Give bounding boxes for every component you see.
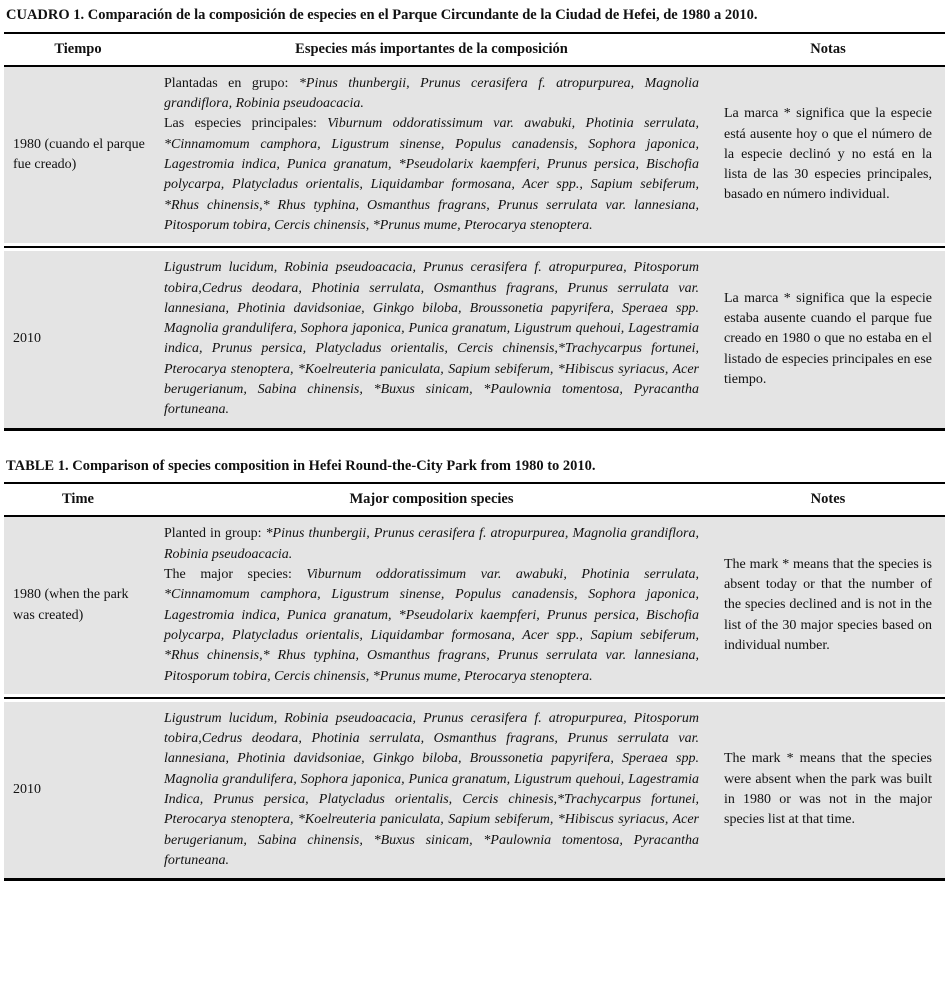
- time-value: 1980 (cuando el parque fue creado): [13, 136, 145, 173]
- time-value: 1980 (when the park was created): [13, 587, 129, 623]
- time-value: 2010: [13, 331, 41, 347]
- caption-text: Comparison of species composition in Hefei Round-the-City Park from 1980 to 2010.: [72, 457, 596, 474]
- table-row-1980: [4, 517, 945, 693]
- species-list: Viburnum oddoratissimum var. awabuki, Photinia serrulata, *Cinnamomum camphora, Ligustrum sinense, Populus canadensis, Sophora japonica, Lagestromia indica, Punica granatum, *Pseudolarix kaempferi, Prunus persica, Bischofia polycarpa, Platycladus orientalis, Liquidambar formosana, Acer spp., Sapium sebiferum, *Rhus chinensis,* Rhus typhina, Osmanthus fragrans, Prunus serrulata var. lannesiana, Pitosporum tobira, Cercis chinensis, *Prunus mume, Pterocarya stenoptera.: [164, 567, 699, 684]
- species-list: Ligustrum lucidum, Robinia pseudoacacia, Prunus cerasifera f. atropurpurea, Pitosporum tobira,Cedrus deodara, Photinia serrulata, Osmanthus fragrans, Prunus serrulata var. lannesiana, Photinia davidsoniae, Ginkgo biloba, Broussonetia papyrifera, Speraea spp. Magnolia grandulifera, Sophora japonica, Punica granatum, Ligustrum quehoui, Lagestramia indica, Prunus persica, Platycladus orientalis, Cercis chinensis,*Trachycarpus fortunei, Pterocarya stenoptera, *Koelreuteria paniculata, Sapium sebiferum, *Hibiscus syriacus, Acer berugerianum, Sabina chinensis, *Buxus sinicam, *Paulownia tomentosa, Pyracantha fortuneana.: [164, 260, 699, 418]
- species-lead: Plantadas en grupo:: [164, 75, 299, 91]
- species-cell: [152, 251, 711, 427]
- column-header-time: Time: [62, 491, 94, 508]
- table-caption: [6, 457, 945, 476]
- row-separator: [4, 694, 945, 702]
- species-paragraph: [164, 114, 699, 236]
- bottom-rule: [4, 428, 945, 431]
- table-caption: [6, 6, 945, 25]
- species-lead: Las especies principales:: [164, 116, 328, 132]
- time-cell: [4, 517, 152, 693]
- caption-label: TABLE 1.: [6, 457, 69, 474]
- time-value: 2010: [13, 781, 41, 797]
- column-header-species: Especies más importantes de la composición: [295, 40, 568, 57]
- species-list: Ligustrum lucidum, Robinia pseudoacacia, Prunus cerasifera f. atropurpurea, Pitosporum tobira,Cedrus deodara, Photinia serrulata, Osmanthus fragrans, Prunus serrulata var. lannesiana, Photinia davidsoniae, Ginkgo biloba, Broussonetia papyrifera, Speraea spp. Magnolia grandulifera, Sophora japonica, Punica granatum, Ligustrum quehoui, Lagestramia Indica, Prunus persica, Platycladus orientalis, Cercis chinesis,*Trachycarpus fortunei, Pterocarya stenoptera, *Koelreuteria paniculata, Sapium sebiferum, *Hibiscus syriacus, Acer berugerianum, Sabina chinensis, *Buxus sinicam, *Paulownia tomentosa, Pyracantha fortuneana.: [164, 710, 699, 868]
- species-paragraph: [164, 709, 699, 871]
- column-header-notes: Notes: [810, 491, 846, 508]
- notes-text: La marca * significa que la especie está ausente hoy o que el número de la especie declinó y no está en la lista de las 30 especies principales, basado en número individual.: [724, 106, 932, 203]
- time-cell: [4, 702, 152, 878]
- species-cell: [152, 702, 711, 878]
- notes-text: The mark * means that the species were absent when the park was built in 1980 or was not in the major species list at that time.: [724, 751, 932, 828]
- table-table-1: [4, 457, 945, 882]
- column-header-notes: Notas: [810, 40, 846, 57]
- species-paragraph: [164, 74, 699, 115]
- bottom-rule: [4, 878, 945, 881]
- notes-cell: [711, 702, 945, 878]
- species-lead: The major species:: [164, 567, 307, 583]
- time-cell: [4, 251, 152, 427]
- column-header-time: Tiempo: [54, 40, 102, 57]
- column-header-species: Major composition species: [349, 491, 514, 508]
- data-table: [4, 482, 945, 881]
- table-row-1980: [4, 67, 945, 243]
- species-paragraph: [164, 258, 699, 420]
- species-list: Viburnum oddoratissimum var. awabuki, Photinia serrulata, *Cinnamomum camphora, Ligustrum sinense, Populus canadensis, Sophora japonica, Lagestromia indica, Punica granatum, *Pseudolarix kaempferi, Prunus persica, Bischofia polycarpa, Platycladus orientalis, Liquidambar formosana, Acer spp., Sapium sebiferum, *Rhus chinensis,* Rhus typhina, Osmanthus fragrans, Prunus serrulata var. lannesiana, Pitosporum tobira, Cercis chinensis, *Prunus mume, Pterocarya stenoptera.: [164, 116, 699, 233]
- table-cuadro-1: [4, 6, 945, 431]
- caption-label: CUADRO 1.: [6, 7, 85, 23]
- notes-cell: [711, 251, 945, 427]
- species-paragraph: [164, 565, 699, 687]
- time-cell: [4, 67, 152, 243]
- table-row-2010: [4, 702, 945, 878]
- notes-text: La marca * significa que la especie estaba ausente cuando el parque fue creado en 1980 o que no estaba en el listado de especies principales en ese tiempo.: [724, 290, 932, 387]
- species-cell: [152, 67, 711, 243]
- caption-text: Comparación de la composición de especies en el Parque Circundante de la Ciudad de Hefei, de 1980 a 2010.: [87, 7, 758, 23]
- row-separator: [4, 243, 945, 251]
- header-row: [4, 484, 945, 515]
- species-list: *Pinus thunbergii, Prunus cerasifera f. atropurpurea, Magnolia grandiflora, Robinia pseudoacacia.: [164, 75, 700, 112]
- notes-cell: [711, 517, 945, 693]
- species-lead: Planted in group:: [164, 526, 266, 542]
- species-paragraph: [164, 524, 699, 565]
- header-row: [4, 34, 945, 65]
- data-table: [4, 32, 945, 431]
- notes-text: The mark * means that the species is absent today or that the number of the species declined and is not in the list of the 30 major species based on individual number.: [724, 556, 932, 654]
- species-list: *Pinus thunbergii, Prunus cerasifera f. atropurpurea, Magnolia grandiflora, Robinia pseudoacacia.: [164, 526, 699, 562]
- table-row-2010: [4, 251, 945, 427]
- notes-cell: [711, 67, 945, 243]
- species-cell: [152, 517, 711, 693]
